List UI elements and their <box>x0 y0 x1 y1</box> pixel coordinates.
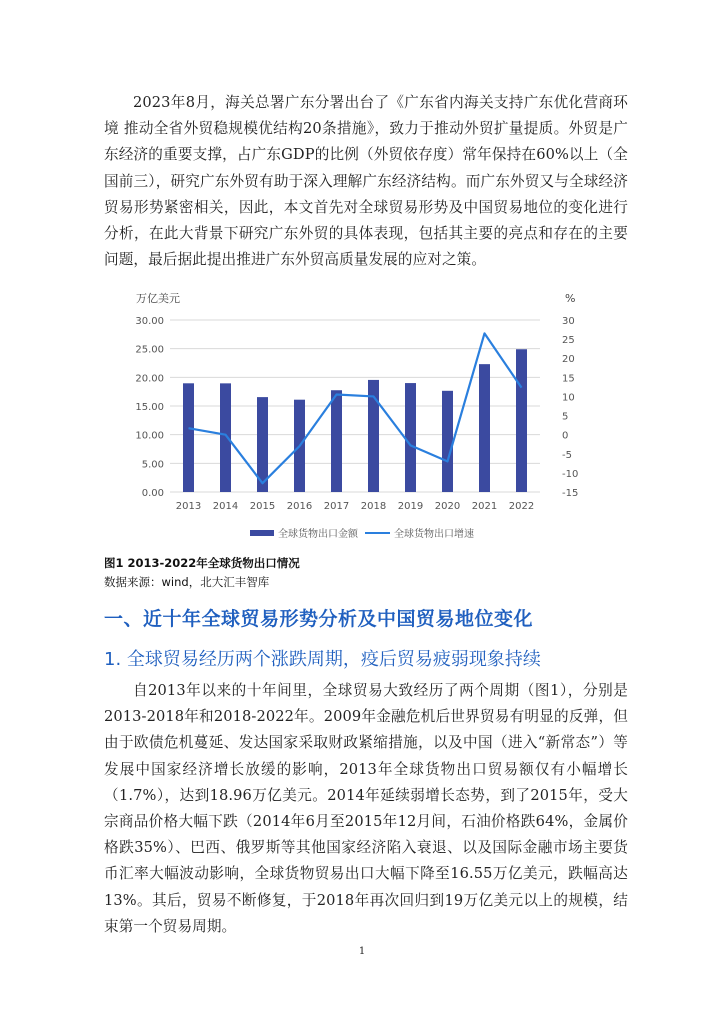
x-tick-label: 2021 <box>471 501 498 512</box>
bar-export-value <box>220 383 231 492</box>
line-export-growth <box>189 333 522 483</box>
data-source: 数据来源：wind，北大汇丰智库 <box>104 575 270 589</box>
body-paragraph: 自2013年以来的十年间里，全球贸易大致经历了两个周期（图1），分别是2013-2018年和2018-2022年。2009年金融危机后世界贸易有明显的反弹，但由于欧债危机蔓延、发达国家采取财政紧缩措施，以及中国（进入“新常态”）等发展中国家经济增长放缓的影响，2013年全球货物出口贸易额仅有小幅增长（1.7%），达到18.96万亿美元。2014年延续弱增长态势，到了2015年，受大宗商品价格大幅下跌（2014年6月至2015年12月间，石油价格跌64%，金属价格跌35%）、巴西、俄罗斯等其他国家经济陷入衰退、以及国际金融市场主要货币汇率大幅波动影响，全球货物贸易出口大幅下降至16.55万亿美元，跌幅高达13%。其后，贸易不断修复，于2018年再次回归到19万亿美元以上的规模，结束第一个贸易周期。 <box>104 682 628 935</box>
x-tick-label: 2013 <box>175 501 202 512</box>
bar-export-value <box>183 383 194 492</box>
right-tick-label: 15 <box>562 373 575 385</box>
left-tick-label: 25.00 <box>135 344 164 356</box>
left-tick-label: 5.00 <box>141 459 164 471</box>
right-tick-label: -15 <box>562 488 579 499</box>
left-tick-label: 15.00 <box>135 402 164 413</box>
x-tick-label: 2019 <box>397 501 424 512</box>
right-tick-label: 10 <box>562 392 575 404</box>
right-tick-label: 5 <box>562 411 569 423</box>
bar-export-value <box>442 391 453 492</box>
right-tick-label: -5 <box>562 449 572 461</box>
left-tick-label: 30.00 <box>135 316 164 327</box>
x-tick-label: 2015 <box>249 501 276 512</box>
bar-export-value <box>405 383 416 492</box>
section-heading: 一、近十年全球贸易形势分析及中国贸易地位变化 <box>104 608 534 630</box>
x-tick-label: 2018 <box>360 501 387 512</box>
bar-export-value <box>516 349 527 492</box>
right-axis-label: % <box>565 292 576 305</box>
right-tick-label: -10 <box>562 468 579 480</box>
right-tick-label: 0 <box>562 430 569 442</box>
left-axis-label: 万亿美元 <box>136 292 180 305</box>
subsection-heading: 1. 全球贸易经历两个涨跌周期，疫后贸易疲弱现象持续 <box>104 649 541 670</box>
export-chart-svg <box>110 286 590 548</box>
right-tick-label: 25 <box>562 335 575 347</box>
left-tick-label: 10.00 <box>135 430 164 442</box>
intro-paragraph: 2023年8月，海关总署广东分署出台了《广东省内海关支持广东优化营商环境 推动全省外贸稳规模优结构20条措施》，致力于推动外贸扩量提质。外贸是广东经济的重要支撑，占广东GDP的比例（外贸依存度）常年保持在60%以上（全国前三），研究广东外贸有助于深入理解广东经济结构。而广东外贸又与全球经济贸易形势紧密相关，因此，本文首先对全球贸易形势及中国贸易地位的变化进行分析，在此大背景下研究广东外贸的具体表现，包括其主要的亮点和存在的主要问题，最后据此提出推进广东外贸高质量发展的应对之策。 <box>104 94 628 269</box>
left-tick-label: 0.00 <box>141 488 164 499</box>
legend-bar-label: 全球货物出口金额 <box>278 529 358 540</box>
legend <box>250 527 474 540</box>
bar-export-value <box>331 390 342 492</box>
x-tick-label: 2016 <box>286 501 313 512</box>
x-tick-label: 2020 <box>434 501 461 512</box>
page-number: 1 <box>358 946 366 957</box>
legend-line-label: 全球货物出口增速 <box>394 529 474 540</box>
right-tick-label: 30 <box>562 316 575 327</box>
x-tick-label: 2022 <box>508 501 535 512</box>
x-tick-label: 2017 <box>323 501 350 512</box>
x-tick-label: 2014 <box>212 501 239 512</box>
export-chart <box>110 286 590 548</box>
bar-export-value <box>479 364 490 492</box>
right-tick-label: 20 <box>562 354 575 366</box>
left-tick-label: 20.00 <box>135 373 164 385</box>
legend-bar-swatch <box>250 530 274 536</box>
figure-caption: 图1 2013-2022年全球货物出口情况 <box>104 556 300 570</box>
